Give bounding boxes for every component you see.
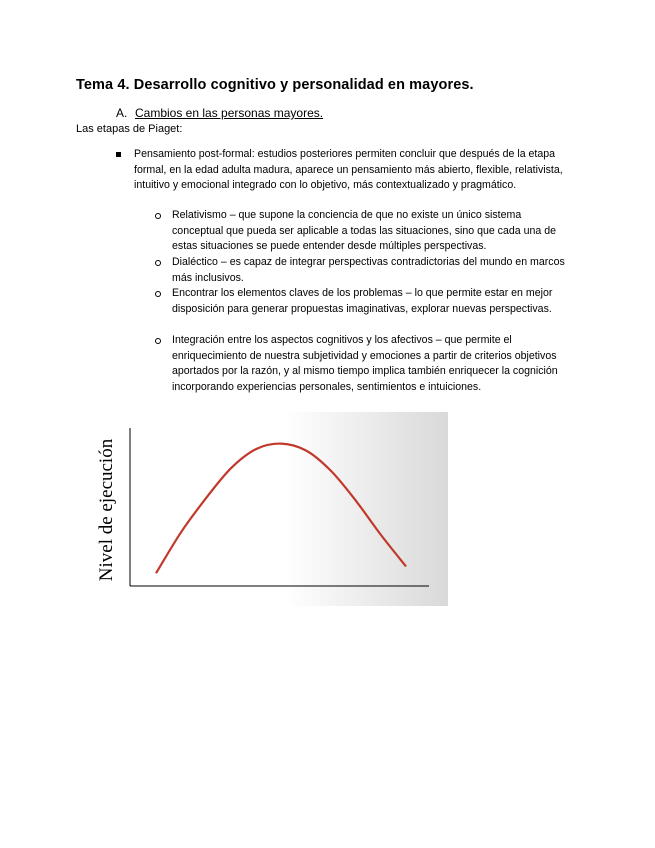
sub-bullet-relativismo [172, 208, 574, 255]
document-title: Tema 4. Desarrollo cognitivo y personalidad en mayores. [76, 77, 474, 93]
sub-bullet-text: Encontrar los elementos claves de los problemas – lo que permite estar en mejor disposición para generar propuestas imaginativas, explorar nuevas perspectivas. [172, 287, 553, 315]
y-axis-label: Nivel de ejecución [96, 438, 117, 582]
main-bullet-text: Pensamiento post-formal: estudios posteriores permiten concluir que después de la etapa formal, en la edad adulta madura, aparece un pensamiento más abierto, flexible, relativista, intuitivo y emocional integrado con lo objetivo, más contextualizado y pragmático. [134, 148, 563, 192]
section-title: Cambios en las personas mayores. [135, 106, 324, 120]
section-heading [116, 106, 323, 120]
circle-bullet-icon [155, 213, 161, 219]
sub-bullet-text: Dialéctico – es capaz de integrar perspectivas contradictorias del mundo en marcos más inclusivos. [172, 256, 565, 284]
square-bullet-icon [116, 152, 121, 157]
sub-bullet-elementos [172, 286, 574, 317]
performance-chart [86, 412, 448, 606]
circle-bullet-icon [155, 260, 161, 266]
chart-background [86, 412, 448, 606]
sub-bullet-integracion [172, 333, 574, 395]
sub-bullet-text: Relativismo – que supone la conciencia de que no existe un único sistema conceptual que pueda ser aplicable a todas las situaciones, sino que cada una de estas situaciones se puede entender desde múltiples perspectivas. [172, 209, 557, 253]
main-bullet [134, 147, 574, 194]
section-letter: A. [116, 106, 128, 120]
circle-bullet-icon [155, 338, 161, 344]
intro-text: Las etapas de Piaget: [76, 123, 183, 135]
circle-bullet-icon [155, 291, 161, 297]
sub-bullet-dialectico [172, 255, 574, 286]
sub-bullet-text: Integración entre los aspectos cognitivos y los afectivos – que permite el enriquecimiento de nuestra subjetividad y emociones a partir de criterios objetivos aportados por la razón, y al mismo tiempo implica también enriquecer la cognición incorporando experiencias personales, sentimientos e intuiciones. [172, 334, 558, 393]
